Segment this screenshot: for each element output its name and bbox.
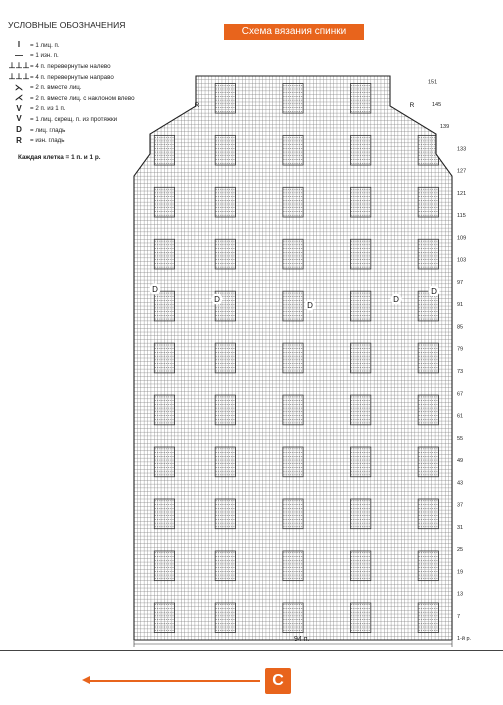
reverse-stockinette-symbol: R [16, 135, 22, 145]
stockinette-mark: D [307, 301, 313, 310]
row-number-label: 85 [457, 324, 464, 331]
chart-title-banner: Схема вязания спинки [224, 24, 364, 40]
row-number-label: 37 [457, 502, 464, 509]
row-number-label: 79 [457, 346, 464, 353]
k2tog-symbol: ⋋ [15, 82, 23, 92]
row-number-label: 43 [457, 480, 464, 487]
legend-text: = 4 п. перевернутые направо [30, 73, 114, 81]
row-number-label: 151 [428, 79, 438, 86]
row-number-label: 91 [457, 302, 464, 309]
ssk-symbol: ⋌ [15, 93, 23, 103]
stockinette-symbol: D [16, 125, 22, 135]
reverse-stockinette-mark: R [409, 102, 415, 109]
stitch-count-label: 94 п. [294, 636, 310, 643]
row-number-label: 133 [457, 146, 467, 153]
legend-text: = 1 лиц. п. [30, 41, 60, 49]
row-number-label: 97 [457, 279, 464, 286]
stockinette-mark: D [214, 295, 220, 304]
row-number-label: 139 [440, 124, 450, 131]
arrow-icon [90, 680, 260, 682]
purl-symbol: — [15, 50, 23, 60]
stockinette-mark: D [393, 295, 399, 304]
cable-left-symbol: ⊥⊥⊥ [8, 61, 30, 71]
row-number-label: 127 [457, 168, 467, 175]
row-number-label: 103 [457, 257, 467, 264]
stockinette-mark: D [431, 287, 437, 296]
legend-text: = изн. гладь [30, 137, 65, 145]
cable-block [418, 83, 438, 113]
legend-text: = 2 п. вместе лиц. [30, 84, 82, 92]
legend-title: УСЛОВНЫЕ ОБОЗНАЧЕНИЯ [8, 20, 126, 30]
page-letter-badge: C [265, 668, 291, 694]
increase-symbol: V [16, 103, 22, 113]
reverse-stockinette-mark: R [194, 102, 200, 109]
cable-block [154, 83, 174, 113]
row-number-label: 67 [457, 391, 464, 398]
row-number-label: 115 [457, 213, 466, 220]
legend-text: = 1 лиц. скрещ. п. из протяжки [30, 115, 118, 123]
row-number-label: 109 [457, 235, 467, 242]
legend-text: = 1 изн. п. [30, 52, 59, 60]
grid-path [134, 76, 452, 640]
twisted-knit-symbol: V [16, 114, 22, 124]
divider [0, 650, 503, 651]
legend-text: = лиц. гладь [30, 126, 66, 134]
stockinette-mark: D [152, 285, 158, 294]
row-number-label: 31 [457, 524, 464, 531]
knit-symbol: I [17, 40, 21, 50]
row-number-label: 49 [457, 458, 464, 465]
grid-lines [134, 76, 452, 640]
row-number-label: 25 [457, 547, 464, 554]
row-number-label: 121 [457, 190, 467, 197]
row-number-label: 61 [457, 413, 464, 420]
row-number-label: 1-й р. [457, 636, 472, 643]
legend-text: = 2 п. вместе лиц. с наклоном влево [30, 94, 135, 102]
legend-text: = 2 п. из 1 п. [30, 105, 66, 113]
legend-note: Каждая клетка = 1 п. и 1 р. [18, 154, 101, 161]
row-number-label: 145 [432, 101, 442, 108]
row-number-label: 7 [457, 613, 461, 620]
row-number-label: 55 [457, 435, 464, 442]
cable-right-symbol: ⊥⊥⊥ [8, 72, 30, 82]
row-number-label: 19 [457, 569, 464, 576]
row-number-label: 73 [457, 368, 464, 375]
row-number-label: 13 [457, 591, 464, 598]
legend-text: = 4 п. перевернутые налево [30, 62, 111, 70]
